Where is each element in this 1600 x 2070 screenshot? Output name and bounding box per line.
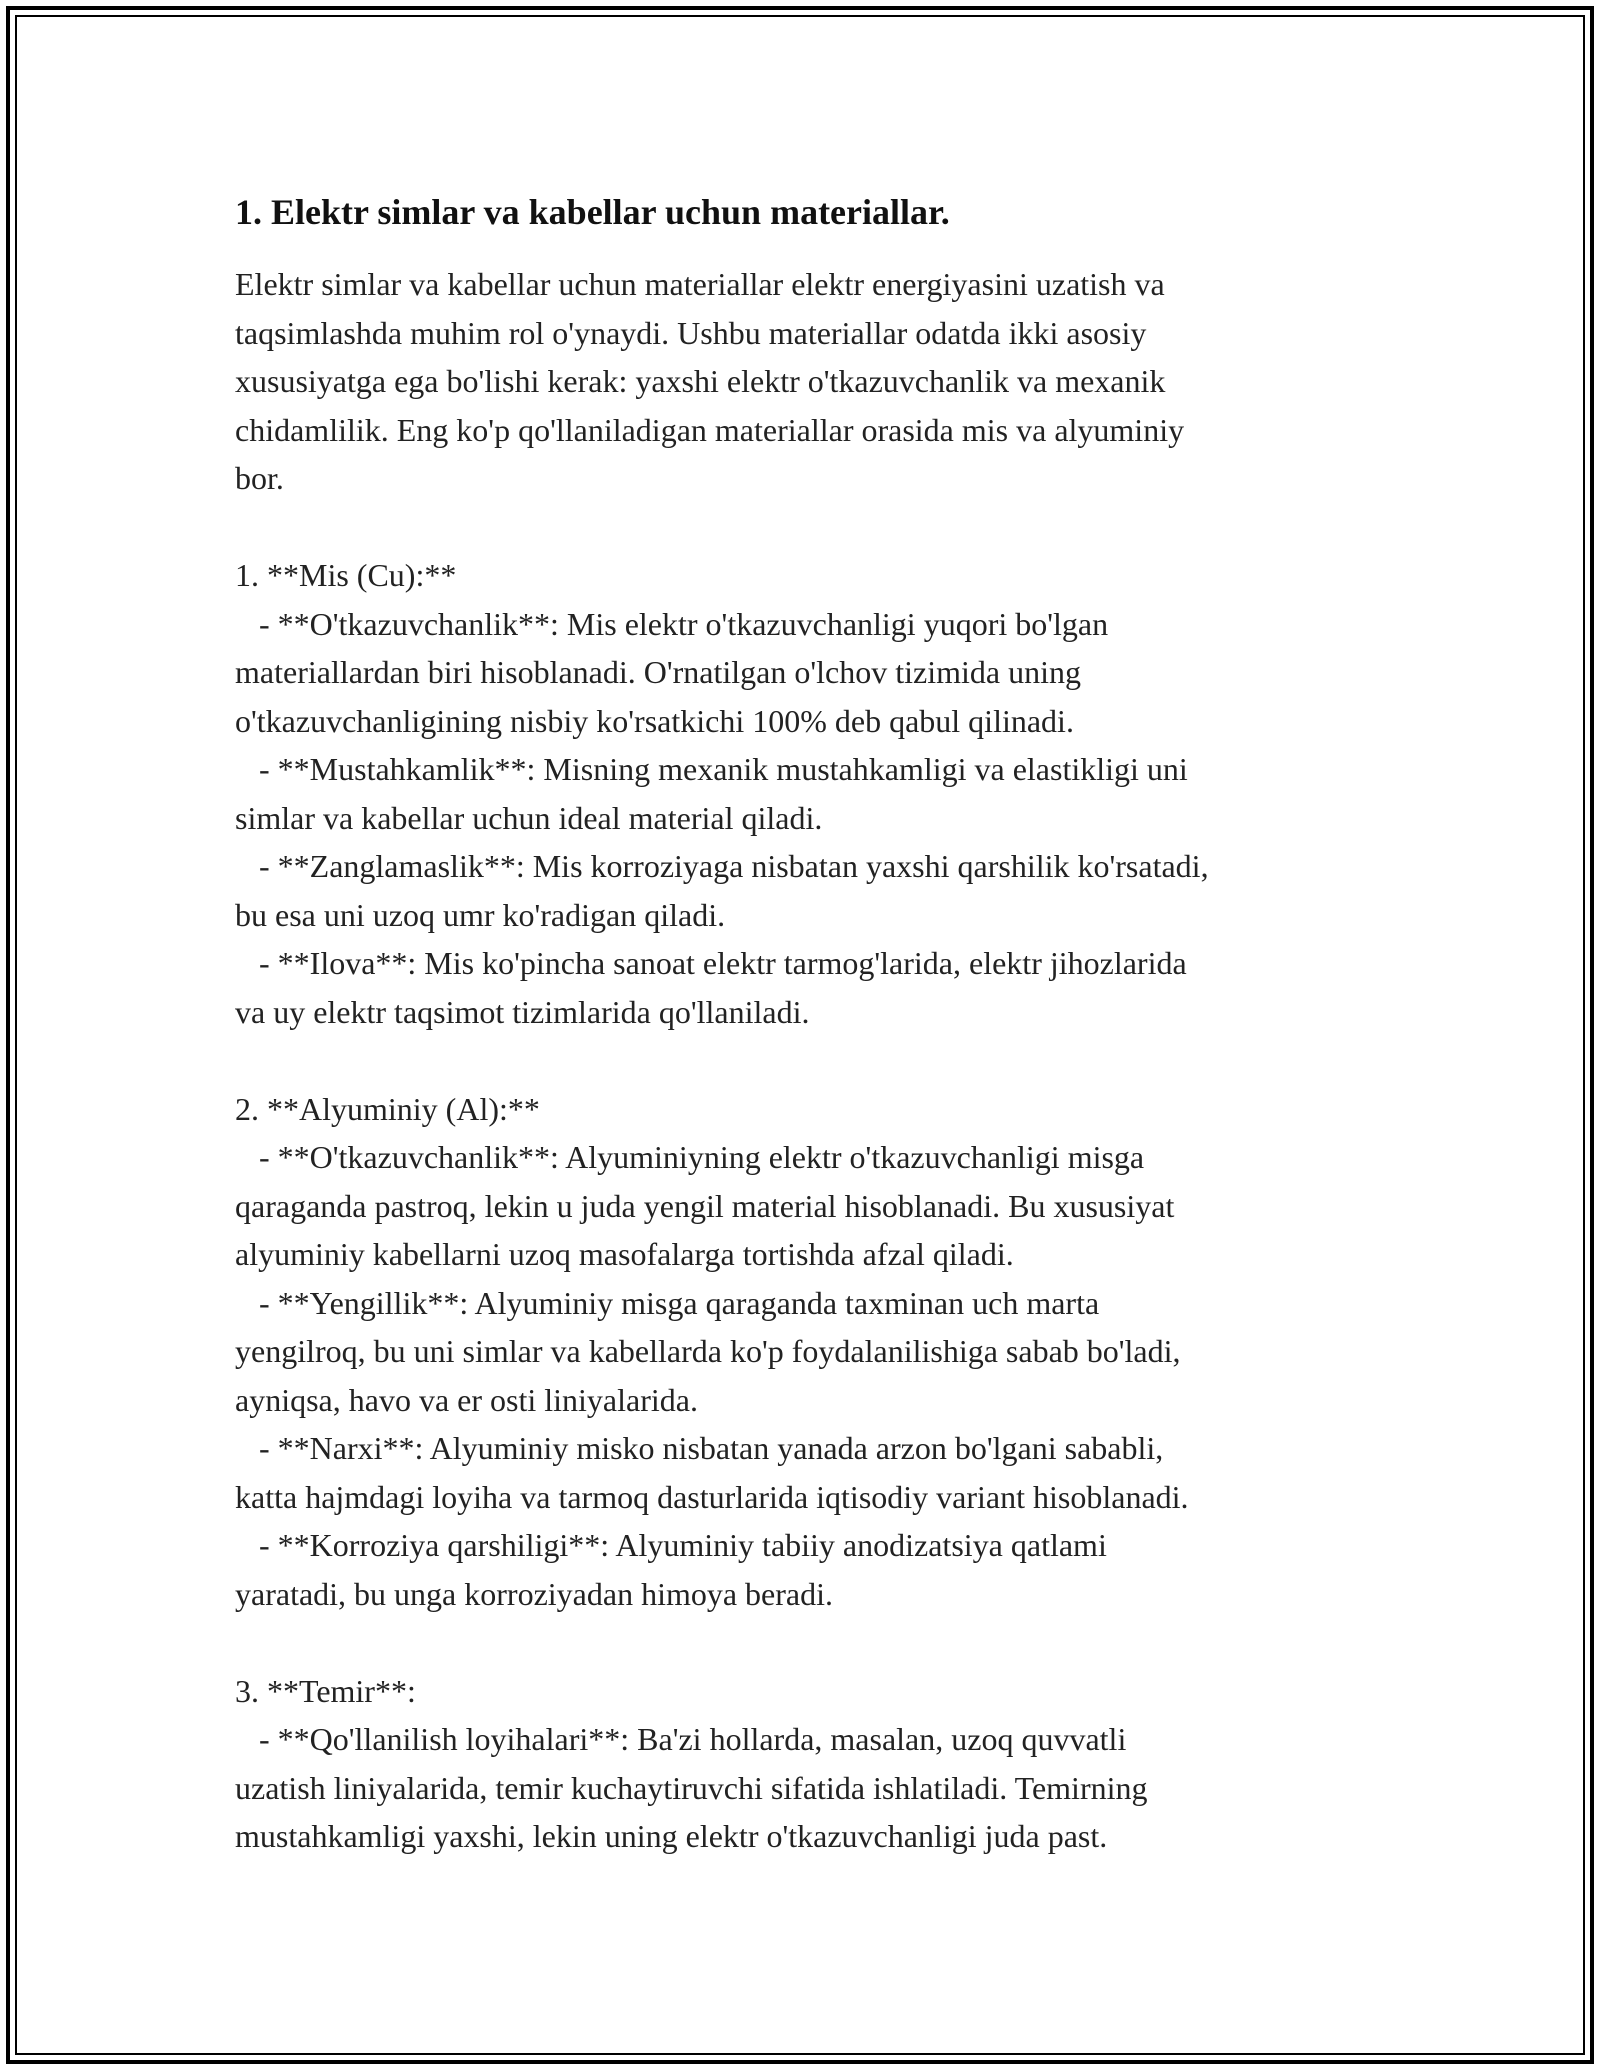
document-title: 1. Elektr simlar va kabellar uchun materiallar.: [235, 192, 950, 232]
document-body: Elektr simlar va kabellar uchun materiallar elektr energiyasini uzatish va taqsimlashda muhim rol o'ynaydi. Ushbu materiallar odatda ikki asosiy xususiyatga ega bo'lishi kerak: yaxshi elektr o'tkazuvchanlik va mexanik chidamlilik. Eng ko'p qo'llaniladigan materiallar orasida mis va alyuminiy bor. 1. **Mis (Cu):** - **O'tkazuvchanlik**: Mis elektr o'tkazuvchanligi yuqori bo'lgan materiallardan biri hisoblanadi. O'rnatilgan o'lchov tizimida uning o'tkazuvchanligining nisbiy ko'rsatkichi 100% deb qabul qilinadi. - **Mustahkamlik**: Misning mexanik mustahkamligi va elastikligi uni simlar va kabellar uchun ideal material qiladi. - **Zanglamaslik**: Mis korroziyaga nisbatan yaxshi qarshilik ko'rsatadi, bu esa uni uzoq umr ko'radigan qiladi. - **Ilova**: Mis ko'pincha sanoat elektr tarmog'larida, elektr jihozlarida va uy elektr taqsimot tizimlarida qo'llaniladi. 2. **Alyuminiy (Al):** - **O'tkazuvchanlik**: Alyuminiyning elektr o'tkazuvchanligi misga qaraganda pastroq, lekin u juda yengil material hisoblanadi. Bu xususiyat alyuminiy kabellarni uzoq masofalarga tortishda afzal qiladi. - **Yengillik**: Alyuminiy misga qaraganda taxminan uch marta yengilroq, bu uni simlar va kabellarda ko'p foydalanilishiga sabab bo'ladi, ayniqsa, havo va er osti liniyalarida. - **Narxi**: Alyuminiy misko nisbatan yanada arzon bo'lgani sababli, katta hajmdagi loyiha va tarmoq dasturlarida iqtisodiy variant hisoblanadi. - **Korroziya qarshiligi**: Alyuminiy tabiiy anodizatsiya qatlami yaratadi, bu unga korroziyadan himoya beradi. 3. **Temir**: - **Qo'llanilish loyihalari**: Ba'zi hollarda, masalan, uzoq quvvatli uzatish liniyalarida, temir kuchaytiruvchi sifatida ishlatiladi. Temirning mustahkamligi yaxshi, lekin uning elektr o'tkazuvchanligi juda past.: [235, 266, 1209, 1854]
document-content: [235, 188, 1375, 1861]
